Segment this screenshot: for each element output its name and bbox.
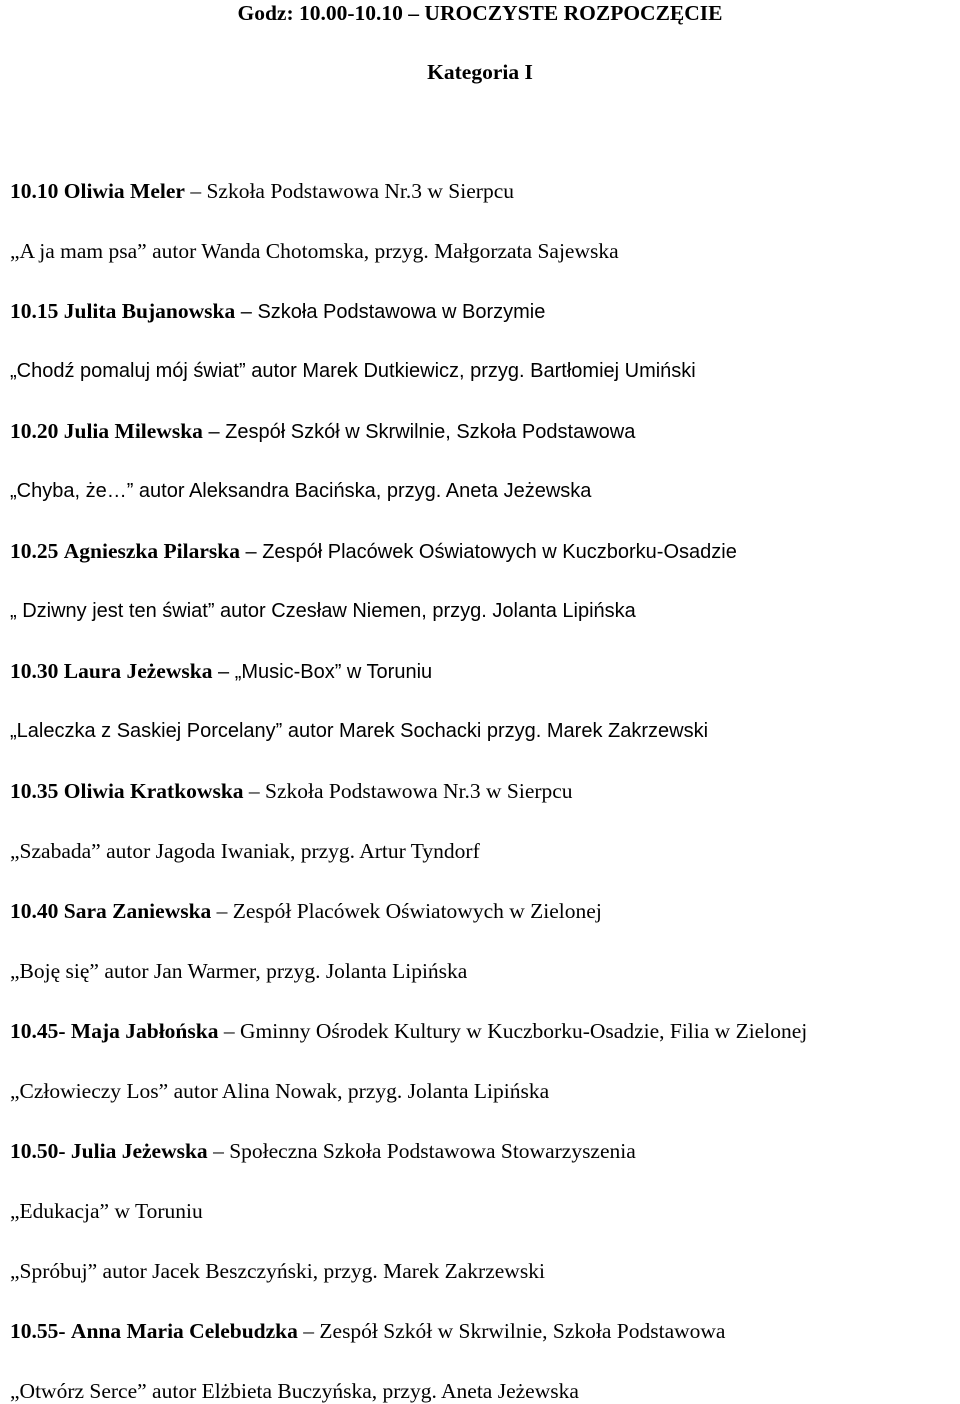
entry-time: 10.45-: [10, 1019, 66, 1043]
school-name: – Zespół Szkół w Skrwilnie, Szkoła Podstawowa: [297, 1319, 726, 1343]
school-name: – Społeczna Szkoła Podstawowa Stowarzyszenia: [207, 1139, 636, 1163]
school-name: – Szkoła Podstawowa w Borzymie: [235, 301, 546, 323]
entry-time: 10.10: [10, 179, 59, 203]
school-name: – Zespół Placówek Oświatowych w Zielonej: [211, 899, 602, 923]
song-line: „Chyba, że…” autor Aleksandra Bacińska, przyg. Aneta Jeżewska: [10, 480, 592, 502]
school-name: – „Music-Box” w Toruniu: [212, 661, 433, 683]
entry-heading: [10, 178, 514, 204]
song-line: „Człowieczy Los” autor Alina Nowak, przyg. Jolanta Lipińska: [10, 1079, 550, 1103]
song-line: „Chodź pomaluj mój świat” autor Marek Dutkiewicz, przyg. Bartłomiej Umiński: [10, 360, 696, 382]
performer-name: Anna Maria Celebudzka: [70, 1319, 298, 1343]
school-name: – Gminny Ośrodek Kultury w Kuczborku-Osadzie, Filia w Zielonej: [218, 1019, 808, 1043]
entry-heading: [10, 418, 635, 445]
entry-time: 10.20: [10, 419, 59, 443]
song-line: „Szabada” autor Jagoda Iwaniak, przyg. Artur Tyndorf: [10, 839, 480, 863]
song-line: „ Dziwny jest ten świat” autor Czesław Niemen, przyg. Jolanta Lipińska: [10, 600, 636, 622]
entry-heading: [10, 538, 737, 565]
performer-name: Sara Zaniewska: [63, 899, 212, 923]
school-name-continued: „Edukacja” w Toruniu: [10, 1199, 203, 1223]
entry-heading: [10, 1138, 636, 1164]
entry-heading: [10, 1018, 807, 1044]
song-line: „Boję się” autor Jan Warmer, przyg. Jolanta Lipińska: [10, 959, 468, 983]
performer-name: Julia Jeżewska: [70, 1139, 208, 1163]
performer-name: Julia Milewska: [63, 419, 203, 443]
performer-name: Maja Jabłońska: [70, 1019, 219, 1043]
performer-name: Oliwia Meler: [63, 179, 185, 203]
entry-heading: [10, 298, 545, 325]
entry-time: 10.25: [10, 539, 59, 563]
performer-name: Julita Bujanowska: [63, 299, 236, 323]
entry-time: 10.35: [10, 779, 59, 803]
song-line: „Otwórz Serce” autor Elżbieta Buczyńska, przyg. Aneta Jeżewska: [10, 1379, 579, 1403]
entry-heading: [10, 898, 602, 924]
school-name: – Szkoła Podstawowa Nr.3 w Sierpcu: [184, 179, 514, 203]
category-heading: Kategoria I: [427, 60, 533, 84]
entry-heading: [10, 1318, 725, 1344]
song-line: „Laleczka z Saskiej Porcelany” autor Marek Sochacki przyg. Marek Zakrzewski: [10, 720, 709, 742]
entry-time: 10.40: [10, 899, 59, 923]
entry-time: 10.15: [10, 299, 59, 323]
school-name: – Szkoła Podstawowa Nr.3 w Sierpcu: [243, 779, 573, 803]
song-line: „Spróbuj” autor Jacek Beszczyński, przyg. Marek Zakrzewski: [10, 1259, 545, 1283]
entry-heading: [10, 658, 432, 685]
page-title: Godz: 10.00-10.10 – UROCZYSTE ROZPOCZĘCIE: [237, 1, 723, 25]
performer-name: Laura Jeżewska: [63, 659, 213, 683]
entry-heading: [10, 778, 573, 804]
performer-name: Agnieszka Pilarska: [63, 539, 240, 563]
performer-name: Oliwia Kratkowska: [63, 779, 244, 803]
entry-time: 10.30: [10, 659, 59, 683]
entry-time: 10.55-: [10, 1319, 66, 1343]
school-name: – Zespół Placówek Oświatowych w Kuczborku-Osadzie: [239, 541, 737, 563]
entry-time: 10.50-: [10, 1139, 66, 1163]
school-name: – Zespół Szkół w Skrwilnie, Szkoła Podstawowa: [202, 421, 636, 443]
song-line: „A ja mam psa” autor Wanda Chotomska, przyg. Małgorzata Sajewska: [10, 239, 619, 263]
